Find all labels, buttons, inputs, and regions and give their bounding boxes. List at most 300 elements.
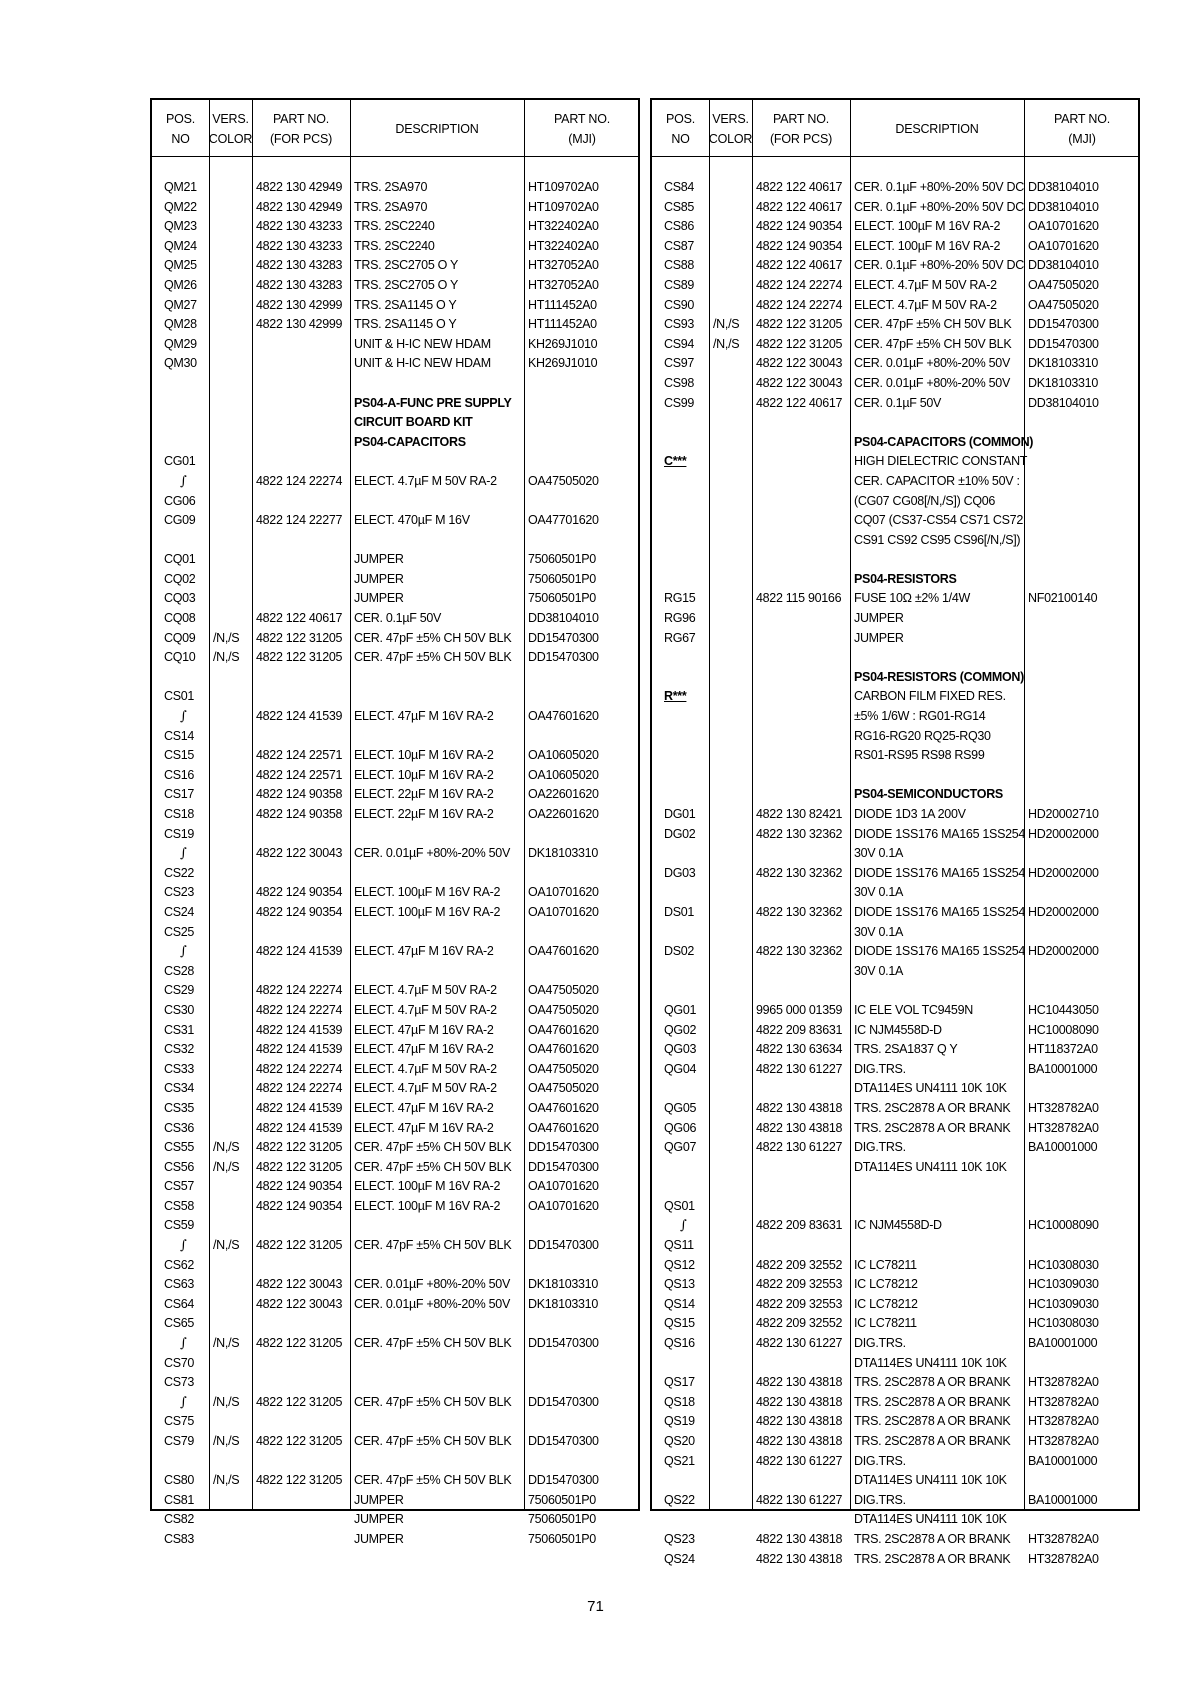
cell-pcs: 4822 130 43818 xyxy=(756,1100,843,1115)
cell-pcs: 4822 124 41539 xyxy=(256,709,343,724)
cell-pcs: 4822 130 32362 xyxy=(756,944,843,959)
table-row xyxy=(652,374,1138,394)
cell-pcs: 4822 122 31205 xyxy=(256,1140,343,1155)
cell-mji: BA10001000 xyxy=(1028,1453,1098,1468)
cell-pos: CS01 xyxy=(164,689,195,704)
cell-mji: HT327052A0 xyxy=(528,258,599,273)
table-row xyxy=(652,1432,1138,1452)
cell-pos: CS30 xyxy=(164,1002,195,1017)
cell-mji: 75060501P0 xyxy=(528,1531,596,1546)
cell-mji: BA10001000 xyxy=(1028,1492,1098,1507)
table-row xyxy=(652,217,1138,237)
cell-desc: CER. 47pF ±5% CH 50V BLK xyxy=(354,1238,512,1253)
cell-pos: CS55 xyxy=(164,1140,195,1155)
cell-pos: CS24 xyxy=(164,904,195,919)
cell-mji: OA47601620 xyxy=(528,1100,599,1115)
table-row xyxy=(652,413,1138,433)
cell-pcs: 4822 130 43818 xyxy=(756,1531,843,1546)
cell-pos: CQ03 xyxy=(164,591,196,606)
cell-ver: /N,/S xyxy=(213,1238,240,1253)
cell-pcs: 4822 122 40617 xyxy=(756,199,843,214)
cell-desc: TRS. 2SA1145 O Y xyxy=(354,297,457,312)
cell-pos: QG05 xyxy=(664,1100,697,1115)
cell-pos: CS97 xyxy=(664,356,695,371)
table-row xyxy=(152,981,638,1001)
cell-pcs: 4822 130 61227 xyxy=(756,1061,843,1076)
cell-pos: QS24 xyxy=(664,1551,695,1566)
table-row xyxy=(652,276,1138,296)
table-row xyxy=(652,237,1138,257)
table-row xyxy=(152,1334,638,1354)
cell-pcs: 4822 122 30043 xyxy=(256,1277,343,1292)
cell-desc: (CG07 CG08[/N,/S]) CQ06 xyxy=(854,493,996,508)
table-row xyxy=(652,609,1138,629)
table-row xyxy=(152,1001,638,1021)
cell-mji: HT328782A0 xyxy=(1028,1120,1099,1135)
table-row xyxy=(152,178,638,198)
cell-mji: HT111452A0 xyxy=(528,297,597,312)
table-row xyxy=(152,237,638,257)
cell-desc: TRS. 2SA1837 Q Y xyxy=(854,1042,958,1057)
cell-desc: ELECT. 100µF M 16V RA-2 xyxy=(354,904,501,919)
table-row xyxy=(652,570,1138,590)
table-row xyxy=(152,315,638,335)
header-part-mji: PART NO. (MJI) xyxy=(553,112,611,146)
cell-desc: DIODE 1SS176 MA165 1SS254 xyxy=(854,826,1026,841)
cell-desc: PS04-SEMICONDUCTORS xyxy=(854,787,1003,802)
cell-pcs: 4822 130 61227 xyxy=(756,1453,843,1468)
table-row xyxy=(652,198,1138,218)
cell-mji: DD38104010 xyxy=(1028,199,1099,214)
cell-desc: JUMPER xyxy=(354,571,404,586)
table-row xyxy=(652,864,1138,884)
cell-pcs: 4822 124 41539 xyxy=(256,1042,343,1057)
table-row xyxy=(152,1119,638,1139)
cell-desc: ELECT. 47µF M 16V RA-2 xyxy=(354,1022,494,1037)
cell-desc: CER. 47pF ±5% CH 50V BLK xyxy=(354,650,512,665)
cell-mji: HT328782A0 xyxy=(1028,1414,1099,1429)
cell-pcs: 4822 130 61227 xyxy=(756,1140,843,1155)
cell-desc: CER. 0.01µF +80%-20% 50V xyxy=(354,1296,510,1311)
table-row xyxy=(652,805,1138,825)
table-row xyxy=(652,687,1138,707)
cell-pcs: 4822 124 22274 xyxy=(256,1002,343,1017)
cell-mji: OA47601620 xyxy=(528,1120,599,1135)
header-pos: POS. NO xyxy=(665,112,696,146)
table-row xyxy=(152,394,638,414)
table-row xyxy=(152,825,638,845)
cell-pos: CS29 xyxy=(164,983,195,998)
cell-pcs: 4822 122 31205 xyxy=(256,1434,343,1448)
cell-pos: QS17 xyxy=(664,1375,695,1390)
table-row xyxy=(152,1099,638,1119)
cell-pos: CS64 xyxy=(164,1296,195,1311)
cell-desc: IC LC78212 xyxy=(854,1296,918,1311)
cell-mji: OA10701620 xyxy=(528,904,599,919)
cell-mji: DK18103310 xyxy=(528,1277,598,1292)
header-rule xyxy=(652,156,1138,157)
table-row xyxy=(152,217,638,237)
cell-pcs: 4822 122 40617 xyxy=(756,180,843,194)
table-row xyxy=(152,1079,638,1099)
cell-pos: CQ02 xyxy=(164,571,196,586)
table-row xyxy=(152,1216,638,1236)
cell-desc: ELECT. 10µF M 16V RA-2 xyxy=(354,767,494,782)
cell-ver: /N,/S xyxy=(713,317,740,332)
cell-mji: DD15470300 xyxy=(528,650,599,665)
table-row xyxy=(652,629,1138,649)
cell-pos: CS25 xyxy=(164,924,195,939)
cell-pcs: 4822 130 32362 xyxy=(756,904,843,919)
cell-desc: TRS. 2SA970 xyxy=(354,199,428,214)
cell-desc: IC NJM4558D-D xyxy=(854,1218,942,1233)
cell-ver: /N,/S xyxy=(213,650,240,665)
cell-pos: CS33 xyxy=(164,1061,195,1076)
cell-pcs: 4822 122 30043 xyxy=(256,1296,343,1311)
cell-desc: JUMPER xyxy=(354,1492,404,1507)
cell-pos: CS80 xyxy=(164,1473,195,1488)
cell-mji: HC10309030 xyxy=(1028,1296,1099,1311)
cell-desc: JUMPER xyxy=(354,1512,404,1527)
cell-ver: /N,/S xyxy=(213,1336,240,1351)
cell-mji: HD20002000 xyxy=(1028,826,1099,841)
table-row xyxy=(652,707,1138,727)
table-row xyxy=(152,1040,638,1060)
cell-desc: TRS. 2SC2878 A OR BRANK xyxy=(854,1120,1011,1135)
cell-desc: ELECT. 22µF M 16V RA-2 xyxy=(354,807,494,821)
cell-mji: DD38104010 xyxy=(1028,395,1099,410)
table-row xyxy=(152,1412,638,1432)
cell-pos: CS57 xyxy=(164,1179,195,1194)
table-row xyxy=(152,746,638,766)
cell-pos: CS90 xyxy=(664,297,695,312)
cell-pos: QM25 xyxy=(164,258,197,273)
table-row xyxy=(152,609,638,629)
table-row xyxy=(152,570,638,590)
cell-desc: DIODE 1D3 1A 200V xyxy=(854,807,966,821)
cell-mji: HT328782A0 xyxy=(1028,1434,1099,1448)
table-row xyxy=(652,883,1138,903)
cell-mji: OA47701620 xyxy=(528,513,599,528)
cell-pos: CQ09 xyxy=(164,630,196,645)
table-row xyxy=(652,1256,1138,1276)
table-row xyxy=(652,1001,1138,1021)
cell-mji: HD20002000 xyxy=(1028,865,1099,880)
cell-desc: CER. 47pF ±5% CH 50V BLK xyxy=(854,336,1012,351)
table-row xyxy=(152,276,638,296)
cell-desc: ELECT. 100µF M 16V RA-2 xyxy=(854,219,1001,234)
cell-desc: PS04-CAPACITORS xyxy=(354,434,466,449)
cell-mji: OA47601620 xyxy=(528,1042,599,1057)
cell-mji: OA10701620 xyxy=(528,1198,599,1213)
cell-pos: QM26 xyxy=(164,277,197,292)
table-row xyxy=(152,648,638,668)
cell-pos: DS02 xyxy=(664,944,695,959)
table-body xyxy=(652,178,1138,1569)
cell-pos: QS19 xyxy=(664,1414,695,1429)
cell-pos: ∫ xyxy=(180,944,187,960)
cell-mji: HC10308030 xyxy=(1028,1257,1099,1272)
cell-desc: ELECT. 4.7µF M 50V RA-2 xyxy=(354,473,497,488)
table-row xyxy=(152,1060,638,1080)
table-row xyxy=(652,1021,1138,1041)
cell-pcs: 4822 122 30043 xyxy=(756,375,843,390)
cell-pcs: 4822 124 22571 xyxy=(256,748,343,763)
cell-mji: 75060501P0 xyxy=(528,1512,596,1527)
cell-desc: CER. 47pF ±5% CH 50V BLK xyxy=(354,1159,512,1174)
cell-mji: OA47601620 xyxy=(528,709,599,724)
cell-desc: ELECT. 47µF M 16V RA-2 xyxy=(354,944,494,959)
cell-pcs: 4822 130 43283 xyxy=(256,258,343,273)
cell-pos: QM27 xyxy=(164,297,197,312)
cell-mji: HT322402A0 xyxy=(528,219,599,234)
cell-pcs: 4822 124 90358 xyxy=(256,787,343,802)
cell-desc: ELECT. 47µF M 16V RA-2 xyxy=(354,709,494,724)
cell-pcs: 4822 130 42949 xyxy=(256,199,343,214)
cell-pos: CS75 xyxy=(164,1414,195,1429)
cell-desc: 30V 0.1A xyxy=(854,846,904,861)
table-row xyxy=(652,668,1138,688)
cell-pcs: 4822 130 82421 xyxy=(756,807,843,821)
table-row xyxy=(652,452,1138,472)
cell-mji: HT328782A0 xyxy=(1028,1100,1099,1115)
table-row xyxy=(652,1393,1138,1413)
table-row xyxy=(652,1158,1138,1178)
table-row xyxy=(652,315,1138,335)
cell-mji: OA10605020 xyxy=(528,767,599,782)
cell-pos: ∫ xyxy=(680,1218,687,1234)
cell-mji: 75060501P0 xyxy=(528,571,596,586)
cell-pos: QM29 xyxy=(164,336,197,351)
cell-pcs: 4822 209 32552 xyxy=(756,1316,843,1331)
table-row xyxy=(652,178,1138,198)
cell-mji: NF02100140 xyxy=(1028,591,1098,606)
cell-desc: DIG.TRS. xyxy=(854,1336,906,1351)
cell-pos: CG09 xyxy=(164,513,196,528)
cell-desc: CER. 0.01µF +80%-20% 50V xyxy=(854,356,1010,371)
cell-desc: RS01-RS95 RS98 RS99 xyxy=(854,748,985,763)
cell-pcs: 4822 209 32553 xyxy=(756,1296,843,1311)
cell-desc: ELECT. 4.7µF M 50V RA-2 xyxy=(854,277,997,292)
table-row xyxy=(652,1373,1138,1393)
cell-mji: DK18103310 xyxy=(1028,356,1098,371)
cell-desc: DTA114ES UN4111 10K 10K xyxy=(854,1473,1007,1488)
table-row xyxy=(652,1197,1138,1217)
cell-pos: QM21 xyxy=(164,180,197,194)
cell-pos: DG01 xyxy=(664,807,696,821)
header-desc: DESCRIPTION xyxy=(395,122,479,136)
cell-pos: QM30 xyxy=(164,356,197,371)
cell-pos: CS89 xyxy=(664,277,695,292)
cell-desc: 30V 0.1A xyxy=(854,963,904,978)
cell-desc: CER. 0.1µF +80%-20% 50V DC xyxy=(854,180,1024,194)
cell-pos: QS22 xyxy=(664,1492,695,1507)
page-number: 71 xyxy=(587,1598,604,1615)
cell-pos: CS15 xyxy=(164,748,195,763)
cell-desc: TRS. 2SC2878 A OR BRANK xyxy=(854,1414,1011,1429)
cell-pos: CQ01 xyxy=(164,552,196,567)
cell-desc: CER. 0.1µF 50V xyxy=(354,611,442,626)
cell-desc: JUMPER xyxy=(354,552,404,567)
table-row xyxy=(652,1236,1138,1256)
cell-pos: RG96 xyxy=(664,611,696,626)
table-row xyxy=(652,1530,1138,1550)
cell-pcs: 4822 122 31205 xyxy=(256,1238,343,1253)
cell-mji: DD38104010 xyxy=(1028,258,1099,273)
table-row xyxy=(152,198,638,218)
cell-pos: CS56 xyxy=(164,1159,195,1174)
cell-desc: ELECT. 47µF M 16V RA-2 xyxy=(354,1042,494,1057)
cell-pos: CS36 xyxy=(164,1120,195,1135)
table-row xyxy=(652,1216,1138,1236)
table-row xyxy=(152,511,638,531)
cell-pos: QS12 xyxy=(664,1257,695,1272)
cell-pcs: 4822 124 90354 xyxy=(256,885,343,900)
cell-desc: IC ELE VOL TC9459N xyxy=(854,1002,973,1017)
table-row xyxy=(152,335,638,355)
cell-desc: JUMPER xyxy=(854,630,904,645)
cell-pcs: 4822 122 31205 xyxy=(256,1336,343,1351)
cell-pos: CS28 xyxy=(164,963,195,978)
cell-pos: R*** xyxy=(664,689,687,704)
cell-desc: DTA114ES UN4111 10K 10K xyxy=(854,1512,1007,1527)
cell-pos: QS20 xyxy=(664,1434,695,1448)
table-row xyxy=(152,903,638,923)
cell-pos: CS63 xyxy=(164,1277,195,1292)
table-row xyxy=(152,1530,638,1550)
cell-desc: TRS. 2SC2878 A OR BRANK xyxy=(854,1375,1011,1390)
cell-pos: DG03 xyxy=(664,865,696,880)
cell-pcs: 4822 130 43818 xyxy=(756,1551,843,1566)
cell-desc: PS04-RESISTORS xyxy=(854,571,957,586)
cell-mji: OA47505020 xyxy=(528,473,599,488)
table-row xyxy=(152,1197,638,1217)
table-row xyxy=(152,1471,638,1491)
cell-mji: BA10001000 xyxy=(1028,1336,1098,1351)
table-row xyxy=(152,374,638,394)
parts-table-left xyxy=(150,98,640,1546)
table-row xyxy=(152,413,638,433)
cell-pcs: 4822 122 31205 xyxy=(756,317,843,332)
cell-pos: ∫ xyxy=(180,846,187,862)
cell-pos: QG02 xyxy=(664,1022,697,1037)
cell-desc: ELECT. 100µF M 16V RA-2 xyxy=(354,1198,501,1213)
cell-mji: DD15470300 xyxy=(528,1140,599,1155)
cell-mji: DD15470300 xyxy=(528,1394,599,1409)
header-desc: DESCRIPTION xyxy=(895,122,979,136)
cell-pcs: 4822 130 32362 xyxy=(756,865,843,880)
cell-desc: PS04-CAPACITORS (COMMON) xyxy=(854,434,1034,449)
cell-pcs: 4822 130 42949 xyxy=(256,180,343,194)
table-row xyxy=(152,1256,638,1276)
cell-pcs: 4822 130 61227 xyxy=(756,1336,843,1351)
cell-mji: KH269J1010 xyxy=(528,356,598,371)
cell-desc: CIRCUIT BOARD KIT xyxy=(354,415,473,430)
table-row xyxy=(652,256,1138,276)
cell-pos: CS35 xyxy=(164,1100,195,1115)
cell-mji: HC10443050 xyxy=(1028,1002,1099,1017)
table-row xyxy=(152,354,638,374)
table-row xyxy=(652,844,1138,864)
cell-pos: CS85 xyxy=(664,199,695,214)
table-row xyxy=(652,648,1138,668)
cell-pos: CQ08 xyxy=(164,611,196,626)
cell-mji: HT322402A0 xyxy=(528,238,599,253)
cell-desc: DTA114ES UN4111 10K 10K xyxy=(854,1159,1007,1174)
table-row xyxy=(152,1021,638,1041)
cell-pcs: 4822 209 83631 xyxy=(756,1218,843,1233)
header-vers: VERS. COLOR xyxy=(208,112,253,146)
cell-mji: OA10605020 xyxy=(528,748,599,763)
cell-desc: CER. 47pF ±5% CH 50V BLK xyxy=(354,1394,512,1409)
cell-desc: TRS. 2SC2240 xyxy=(354,238,435,253)
cell-pcs: 4822 124 41539 xyxy=(256,1100,343,1115)
cell-desc: DIODE 1SS176 MA165 1SS254 xyxy=(854,904,1026,919)
table-row xyxy=(652,746,1138,766)
table-row xyxy=(152,629,638,649)
cell-desc: JUMPER xyxy=(354,591,404,606)
cell-pos: DG02 xyxy=(664,826,696,841)
header-rule xyxy=(152,156,638,157)
table-row xyxy=(152,296,638,316)
cell-pos: QM28 xyxy=(164,317,197,332)
cell-mji: DK18103310 xyxy=(528,846,598,861)
cell-mji: OA47601620 xyxy=(528,944,599,959)
cell-desc: IC LC78212 xyxy=(854,1277,918,1292)
table-row xyxy=(652,1510,1138,1530)
cell-pcs: 4822 122 31205 xyxy=(256,1394,343,1409)
cell-mji: HC10008090 xyxy=(1028,1022,1099,1037)
cell-pos: CS34 xyxy=(164,1081,195,1096)
cell-pcs: 4822 122 30043 xyxy=(756,356,843,371)
cell-pcs: 4822 130 42999 xyxy=(256,317,343,332)
cell-desc: DIODE 1SS176 MA165 1SS254 xyxy=(854,865,1026,880)
cell-pos: CS58 xyxy=(164,1198,195,1213)
cell-desc: CER. 47pF ±5% CH 50V BLK xyxy=(354,1434,512,1448)
cell-mji: DD15470300 xyxy=(528,1434,599,1448)
table-row xyxy=(152,1236,638,1256)
table-row xyxy=(652,942,1138,962)
cell-desc: CER. 47pF ±5% CH 50V BLK xyxy=(354,1140,512,1155)
cell-pos: ∫ xyxy=(180,1394,187,1410)
cell-mji: 75060501P0 xyxy=(528,1492,596,1507)
cell-mji: HT109702A0 xyxy=(528,180,599,194)
cell-pos: CS73 xyxy=(164,1375,195,1390)
cell-desc: CER. CAPACITOR ±10% 50V : xyxy=(854,473,1020,488)
cell-desc: PS04-RESISTORS (COMMON) xyxy=(854,669,1024,684)
table-row xyxy=(652,785,1138,805)
cell-mji: DD15470300 xyxy=(528,1238,599,1253)
cell-pcs: 4822 130 63634 xyxy=(756,1042,843,1057)
cell-pcs: 4822 124 90354 xyxy=(756,238,843,253)
cell-desc: ELECT. 4.7µF M 50V RA-2 xyxy=(354,1061,497,1076)
table-row xyxy=(152,433,638,453)
cell-pos: CS62 xyxy=(164,1257,195,1272)
cell-pcs: 4822 209 32552 xyxy=(756,1257,843,1272)
table-row xyxy=(652,472,1138,492)
cell-mji: HT118372A0 xyxy=(1028,1042,1098,1057)
cell-pos: CS59 xyxy=(164,1218,195,1233)
table-row xyxy=(652,1471,1138,1491)
cell-pos: CS31 xyxy=(164,1022,195,1037)
table-row xyxy=(152,1393,638,1413)
cell-pos: QM23 xyxy=(164,219,197,234)
cell-pos: CS88 xyxy=(664,258,695,273)
cell-pcs: 4822 130 42999 xyxy=(256,297,343,312)
table-row xyxy=(652,511,1138,531)
cell-pcs: 4822 122 40617 xyxy=(256,611,343,626)
cell-desc: CER. 0.1µF +80%-20% 50V DC xyxy=(854,258,1024,273)
